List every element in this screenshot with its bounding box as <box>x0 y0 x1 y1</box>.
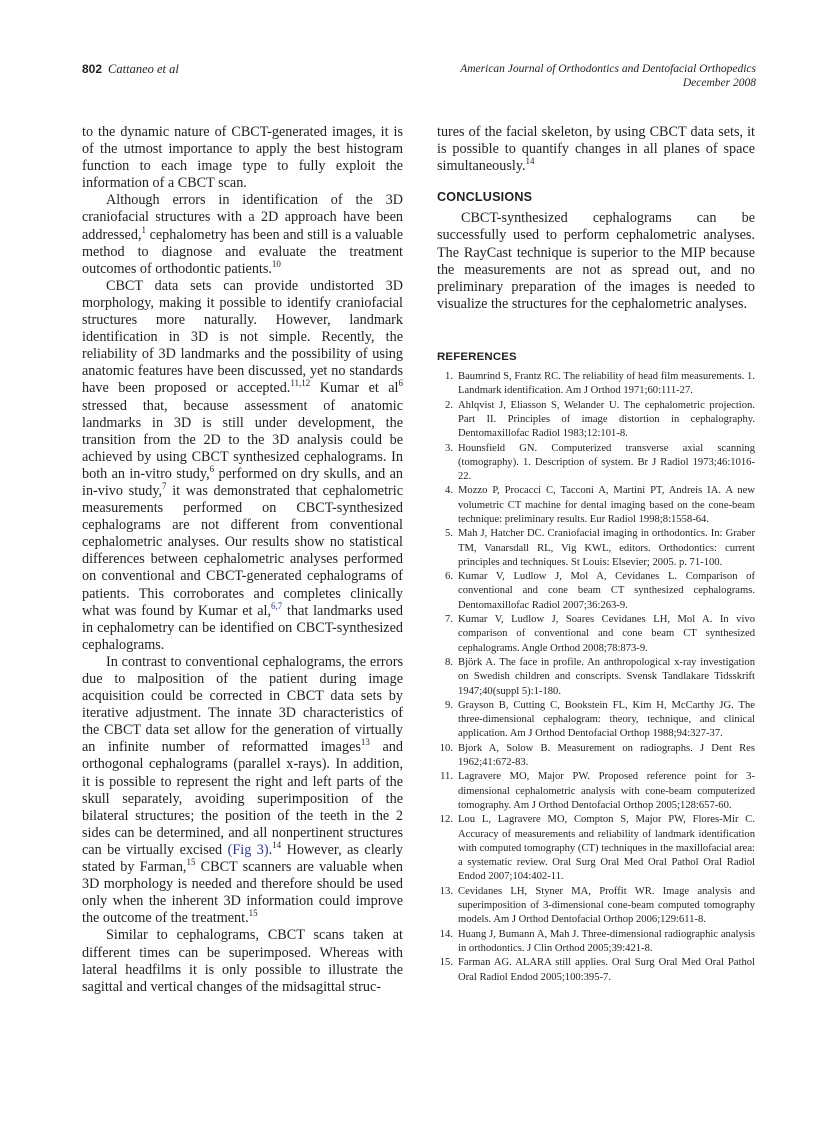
citation-ref[interactable]: 13 <box>360 737 370 748</box>
text-run: Kumar et al <box>310 380 399 397</box>
reference-number: 8. <box>445 656 453 668</box>
issue-date: December 2008 <box>682 77 756 89</box>
text-run: cephalometry has been and still is a valuable method to diagnose and evaluate the treatment outcomes of orthodontic patients. <box>82 226 403 277</box>
reference-item <box>437 399 755 442</box>
reference-item <box>437 813 755 884</box>
citation-ref[interactable]: 14 <box>272 839 282 850</box>
reference-number: 5. <box>445 528 453 540</box>
reference-item <box>437 742 755 771</box>
reference-text: Bjork A, Solow B. Measurement on radiographs. J Dent Res 1962;41:672-83. <box>458 742 755 769</box>
reference-number: 9. <box>445 699 453 711</box>
reference-number: 10. <box>439 742 453 754</box>
header-left <box>82 62 179 77</box>
reference-item <box>437 699 755 742</box>
reference-text: Grayson B, Cutting C, Bookstein FL, Kim H, McCarthy JG. The three-dimensional cephalogram: theory, technique, and clinical application. Am J Orthod Dentofacial Orthop 1988;94:327-37. <box>458 699 755 740</box>
page-number: 802 <box>82 62 103 76</box>
conclusions-paragraph: CBCT-synthesized cephalograms can be successfully used to perform cephalometric analyses. The RayCast technique is superior to the MIP because the measurements are not as spread out, and no preliminary preparation of the images is needed to visualize the structures for the cephalometric analyses. <box>437 210 755 312</box>
reference-number: 2. <box>445 399 453 411</box>
citation-ref[interactable]: 15 <box>186 857 196 868</box>
reference-item <box>437 613 755 656</box>
section-heading-references: REFERENCES <box>437 350 517 363</box>
reference-item <box>437 770 755 813</box>
text-run: . <box>268 841 273 858</box>
citation-ref[interactable]: 6,7 <box>271 600 283 611</box>
citation-ref[interactable]: 7 <box>162 480 167 491</box>
text-run: and orthogonal cephalograms (parallel x-rays). In addition, it is possible to represent the right and left parts of the skull separately, avoiding superimposition of the bilateral structures; the position of the teeth in the 2 sides can be determined, and all nonpertinent structures can be virtually excised <box>82 739 403 858</box>
reference-number: 1. <box>445 371 453 383</box>
reference-item <box>437 484 755 527</box>
citation-ref[interactable]: 15 <box>248 908 258 919</box>
reference-text: Lou L, Lagravere MO, Compton S, Major PW, Flores-Mir C. Accuracy of measurements and reliability of landmark identification with computed tomography (CT) techniques in the maxillofacial area: a systematic review. Oral Surg Oral Med Oral Pathol Oral Radiol Endod 2007;104:402-11. <box>458 814 755 883</box>
text-run: CBCT data sets can provide undistorted 3D morphology, making it possible to identify craniofacial structures more naturally. However, landmark identification in 3D is not simple. Recently, the reliability of 3D landmarks and the possibility of using anatomic features have been discussed, yet no standards have been proposed or accepted. <box>82 277 403 397</box>
reference-number: 7. <box>445 614 453 626</box>
reference-item <box>437 527 755 570</box>
paragraph: to the dynamic nature of CBCT-generated images, it is of the utmost importance to apply the best histogram function to each image type to fully exploit the information of a CBCT scan. <box>82 124 403 192</box>
text-run: In contrast to conventional cephalograms, the errors due to malposition of the patient during image acquisition could be corrected in CBCT data sets by iterative adjustment. The innate 3D characteristics of the CBCT data set allow for the generation of virtually an infinite number of reformatted images <box>82 653 403 756</box>
reference-text: Hounsfield GN. Computerized transverse axial scanning (tomography). 1. Description of system. Br J Radiol 1973;46:1016-22. <box>458 442 755 483</box>
reference-text: Kumar V, Ludlow J, Mol A, Cevidanes L. Comparison of conventional and cone beam CT synthesized cephalograms. Dentomaxillofac Radiol 2007;36:263-9. <box>458 571 755 611</box>
text-run: stressed that, because assessment of anatomic landmarks in 3D is still under development, the transition from the 2D to the 3D analysis could be achieved by using CBCT synthesized cephalograms. In both an in-vitro study, <box>82 397 403 482</box>
paragraph <box>82 654 403 928</box>
reference-text: Farman AG. ALARA still applies. Oral Surg Oral Med Oral Pathol Oral Radiol Endod 2005;100:395-7. <box>458 957 755 983</box>
reference-item <box>437 442 755 485</box>
paragraph <box>82 192 403 277</box>
citation-ref[interactable]: 14 <box>525 156 535 167</box>
journal-title: American Journal of Orthodontics and Dentofacial Orthopedics <box>460 63 756 75</box>
citation-ref[interactable]: 10 <box>271 258 281 269</box>
paragraph: Similar to cephalograms, CBCT scans taken at different times can be superimposed. Whereas with lateral headfilms it is only possible to illustrate the sagittal and vertical changes of the midsagittal struc- <box>82 927 403 995</box>
text-run: However, as clearly stated by Farman, <box>82 841 404 876</box>
reference-number: 15. <box>439 957 453 969</box>
reference-number: 13. <box>439 885 453 897</box>
reference-text: Mozzo P, Procacci C, Tacconi A, Martini PT, Andreis IA. A new volumetric CT machine for dental imaging based on the cone-beam technique: preliminary results. Eur Radiol 1998;8:1558-64. <box>458 485 755 525</box>
text-run: it was demonstrated that cephalometric measurements performed on CBCT-synthesized cephalograms are not different from conventional cephalometric analyses. Our results show no statistical differences between cephalometric analyses performed on conventional and CBCT-generated cephalograms of patients. This corroborates and completes clinically what was found by Kumar et al, <box>82 482 403 619</box>
reference-item <box>437 656 755 699</box>
reference-text: Mah J, Hatcher DC. Craniofacial imaging in orthodontics. In: Graber TM, Vanarsdall RL, Vig KWL, editors. Orthodontics: current principles and techniques. St Louis: Elsevier; 2005. p. 71-100. <box>458 528 755 568</box>
reference-text: Huang J, Bumann A, Mah J. Three-dimensional radiographic analysis in orthodontics. J Clin Orthod 2005;39:421-8. <box>458 928 755 954</box>
reference-text: Cevidanes LH, Styner MA, Proffit WR. Image analysis and superimposition of 3-dimensional cone-beam computed tomography models. Am J Orthod Dentofacial Orthop 2006;129:611-8. <box>458 885 755 926</box>
reference-item <box>437 928 755 957</box>
reference-text: Björk A. The face in profile. An anthropological x-ray investigation on Swedish children and conscripts. Svensk Tandlakare Tidsskrift 1947;40(suppl 5):1-180. <box>458 656 755 697</box>
citation-ref[interactable]: 11,12 <box>290 378 311 389</box>
figure-link[interactable]: (Fig 3) <box>227 841 269 858</box>
text-run: performed on dry skulls, and an in-vivo study, <box>82 465 403 499</box>
header-authors: Cattaneo et al <box>108 62 179 76</box>
reference-text: Kumar V, Ludlow J, Soares Cevidanes LH, Mol A. In vivo comparison of conventional and cone beam CT synthesized cephalograms. Angle Orthod 2008;78:873-9. <box>458 614 755 654</box>
citation-ref[interactable]: 6 <box>209 463 215 474</box>
running-header <box>82 62 756 102</box>
section-heading-conclusions: CONCLUSIONS <box>437 190 533 205</box>
reference-number: 3. <box>445 442 453 454</box>
text-run: that landmarks used in cephalometry can be identified on CBCT-synthesized cephalograms. <box>82 602 403 653</box>
reference-number: 14. <box>439 928 453 940</box>
reference-number: 6. <box>445 571 453 583</box>
header-right <box>460 62 756 90</box>
paragraph <box>437 124 755 175</box>
text-run: Although errors in identification of the 3D craniofacial structures with a 2D approach have been addressed, <box>82 192 403 243</box>
reference-item <box>437 956 755 985</box>
reference-list <box>437 370 755 985</box>
reference-number: 4. <box>445 485 453 497</box>
text-run: CBCT scanners are valuable when 3D morphology is needed and therefore should be used only when the inherent 3D information could improve the outcome of the treatment. <box>82 859 404 927</box>
citation-ref[interactable]: 6 <box>398 378 404 389</box>
reference-item <box>437 570 755 613</box>
right-column <box>437 124 755 985</box>
reference-text: Baumrind S, Frantz RC. The reliability of head film measurements. 1. Landmark identification. Am J Orthod 1971;60:111-27. <box>458 371 755 397</box>
text-run: tures of the facial skeleton, by using CBCT data sets, it is possible to quantify changes in all planes of space simultaneously. <box>437 124 755 175</box>
left-column <box>82 124 403 996</box>
reference-number: 11. <box>440 771 453 783</box>
citation-ref[interactable]: 1 <box>141 224 146 235</box>
reference-text: Ahlqvist J, Eliasson S, Welander U. The cephalometric projection. Part II. Principles of image distortion in cephalography. Dentomaxillofac Radiol 1983;12:101-8. <box>458 399 755 440</box>
reference-item <box>437 370 755 399</box>
reference-item <box>437 885 755 928</box>
paragraph <box>82 278 403 654</box>
reference-text: Lagravere MO, Major PW. Proposed reference point for 3-dimensional cephalometric analysis with cone-beam computerized tomography. Am J Orthod Dentofacial Orthop 2005;128:657-60. <box>458 771 755 811</box>
reference-number: 12. <box>439 814 453 826</box>
